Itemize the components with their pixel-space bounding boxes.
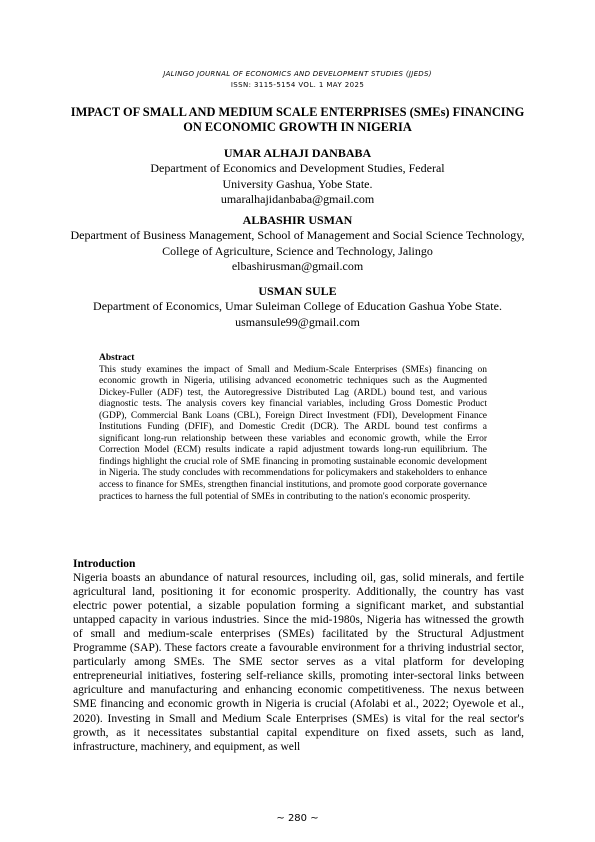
author-name: ALBASHIR USMAN	[242, 213, 353, 227]
author-email: elbashirusman@gmail.com	[231, 258, 364, 273]
author-name: USMAN SULE	[258, 284, 337, 298]
page-number: ~ 280 ~	[276, 813, 319, 824]
journal-issn: ISSN: 3115-5154 VOL. 1 MAY 2025	[230, 81, 365, 89]
author-block	[40, 213, 555, 274]
abstract-section	[99, 353, 487, 503]
paper-title: IMPACT OF SMALL AND MEDIUM SCALE ENTERPRISES (SMEs) FINANCING ON ECONOMIC GROWTH IN NIGERIA	[70, 105, 525, 134]
abstract-text: This study examines the impact of Small and Medium-Scale Enterprises (SMEs) financing on economic growth in Nigeria, utilising advanced econometric techniques such as the Augmented Dickey-Fuller (ADF) test, the Autoregressive Distributed Lag (ARDL) bound test, and various diagnostic tests. The analysis covers key financial variables, including Gross Domestic Product (GDP), Commercial Bank Loans (CBL), Foreign Direct Investment (FDI), Development Finance Institutions Funding (DFIF), and Domestic Credit (DCR). The ARDL bound test confirms a significant long-run relationship between these variables and economic growth, while the Error Correction Model (ECM) results indicate a rapid adjustment towards long-run equilibrium. The findings highlight the crucial role of SME financing in promoting sustainable economic development in Nigeria. The study concludes with recommendations for policymakers and stakeholders to enhance access to finance for SMEs, strengthen financial institutions, and promote good corporate governance practices to harness the full potential of SMEs in contributing to the nation's economic prosperity.	[99, 364, 487, 502]
author-block	[40, 284, 555, 330]
introduction-text: Nigeria boasts an abundance of natural resources, including oil, gas, solid minerals, and fertile agricultural land, positioning it for economic prosperity. Additionally, the country has vast electric power potential, a sizable population forming a significant market, and substantial untapped capacity in various industries. Since the mid-1980s, Nigeria has witnessed the growth of small and medium-scale enterprises (SMEs) facilitated by the Structural Adjustment Programme (SAP). These factors create a favourable environment for a thriving industrial sector, particularly among SMEs. The SME sector serves as a vital platform for developing entrepreneurial initiatives, fostering self-reliance skills, promoting inter-sectoral links between agriculture and manufacturing and enhancing economic competitiveness. The nexus between SME financing and economic growth in Nigeria is crucial (Afolabi et al., 2022; Oyewole et al., 2020). Investing in Small and Medium Scale Enterprises (SMEs) is vital for the real sector's growth, as it necessitates substantial capital expenditure on fixed assets, such as land, infrastructure, machinery, and equipment, as well	[73, 572, 524, 753]
author-block	[40, 146, 555, 207]
introduction-heading: Introduction	[73, 558, 136, 570]
author-email: umaralhajidanbaba@gmail.com	[220, 191, 375, 206]
author-email: usmansule99@gmail.com	[235, 314, 360, 329]
author-affiliation: Department of Economics, Umar Suleiman College of Education Gashua Yobe State.	[93, 299, 502, 314]
journal-name: JALINGO JOURNAL OF ECONOMICS AND DEVELOPMENT STUDIES (JJEDS)	[163, 70, 432, 78]
abstract-heading: Abstract	[99, 353, 135, 363]
introduction-section	[73, 557, 524, 754]
author-affiliation: Department of Economics and Development Studies, Federal University Gashua, Yobe State.	[150, 161, 445, 191]
author-affiliation: Department of Business Management, School of Management and Social Science Technology, College of Agriculture, Science and Technology, Jalingo	[70, 228, 525, 258]
author-name: UMAR ALHAJI DANBABA	[223, 146, 372, 160]
